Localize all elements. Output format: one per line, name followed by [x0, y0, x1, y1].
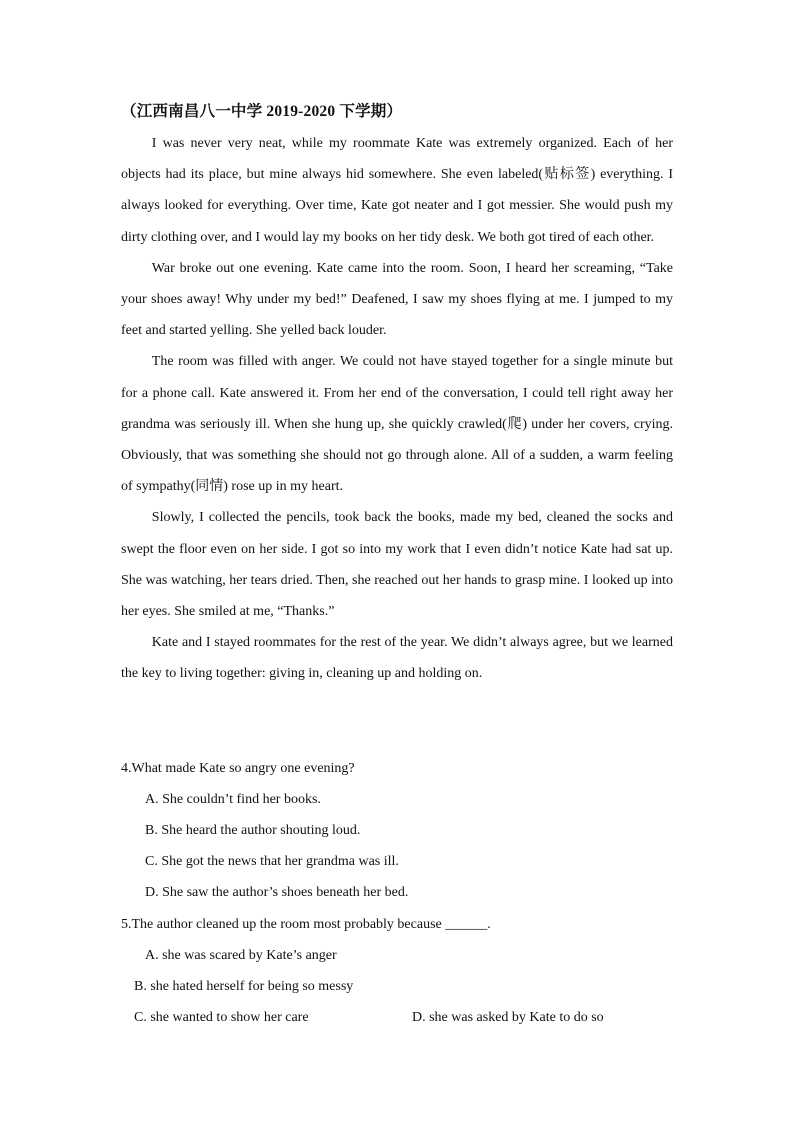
- question-5-option-d: D. she was asked by Kate to do so: [412, 1010, 604, 1025]
- question-4-stem: 4.What made Kate so angry one evening?: [121, 761, 355, 776]
- question-4-option-b: B. She heard the author shouting loud.: [145, 823, 361, 838]
- question-5-option-a: A. she was scared by Kate’s anger: [145, 948, 337, 963]
- passage-paragraph: Kate and I stayed roommates for the rest of the year. We didn’t always agree, but we learned the key to living together: giving in, cleaning up and holding on.: [121, 635, 673, 682]
- question-5-option-b: B. she hated herself for being so messy: [134, 979, 354, 994]
- passage-paragraph: War broke out one evening. Kate came into the room. Soon, I heard her screaming, “Take your shoes away! Why under my bed!” Deafened, I saw my shoes flying at me. I jumped to my feet and started yelling. She yelled back louder.: [121, 260, 673, 339]
- passage-paragraph: The room was filled with anger. We could not have stayed together for a single minute but for a phone call. Kate answered it. From her end of the conversation, I could tell right away her grandma was seriously ill. When she hung up, she quickly crawled(爬) under her covers, crying. Obviously, that was something she should not go through alone. All of a sudden, a warm feeling of sympathy(同情) rose up in my heart.: [121, 354, 673, 495]
- question-5-stem: 5.The author cleaned up the room most probably because ______.: [121, 917, 491, 932]
- question-4-option-c: C. She got the news that her grandma was ill.: [145, 854, 399, 869]
- passage-paragraph: Slowly, I collected the pencils, took back the books, made my bed, cleaned the socks and swept the floor even on her side. I got so into my work that I even didn’t notice Kate had sat up. She was watching, her tears dried. Then, she reached out her hands to grasp mine. I looked up into her eyes. She smiled at me, “Thanks.”: [121, 510, 673, 620]
- reading-passage: [121, 128, 673, 690]
- question-4-option-d: D. She saw the author’s shoes beneath her bed.: [145, 885, 409, 900]
- question-4-option-a: A. She couldn’t find her books.: [145, 792, 321, 807]
- passage-paragraph: I was never very neat, while my roommate Kate was extremely organized. Each of her objects had its place, but mine always hid somewhere. She even labeled(贴标签) everything. I always looked for everything. Over time, Kate got neater and I got messier. She would push my dirty clothing over, and I would lay my books on her tidy desk. We both got tired of each other.: [121, 136, 673, 245]
- source-header: （江西南昌八一中学 2019-2020 下学期）: [121, 103, 403, 120]
- question-5-option-c: C. she wanted to show her care: [134, 1010, 309, 1025]
